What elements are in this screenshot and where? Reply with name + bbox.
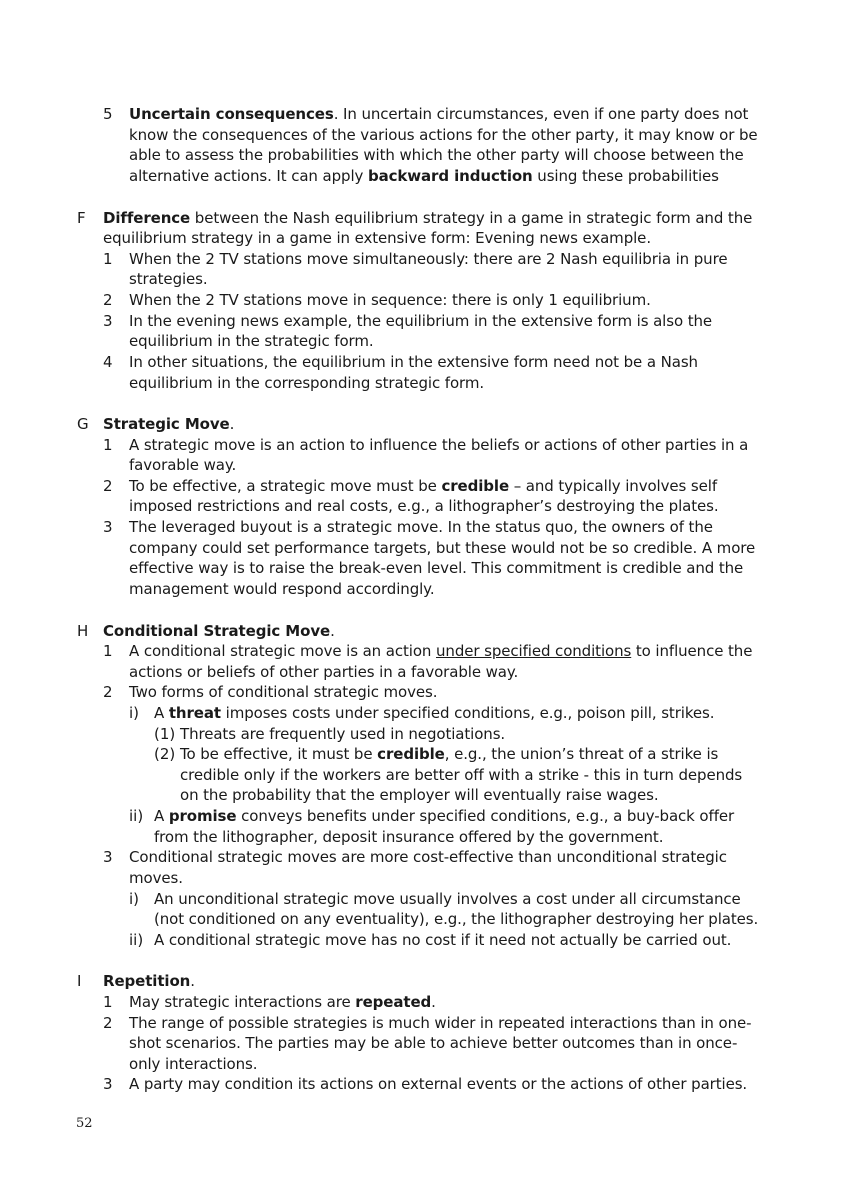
text-line: actions or beliefs of other parties in a favorable way. <box>129 663 519 681</box>
list-number: 3 <box>103 848 113 866</box>
text-line: shot scenarios. The parties may be able to achieve better outcomes than in once- <box>129 1034 738 1052</box>
text-span: between the Nash equilibrium strategy in a game in strategic form and the <box>190 209 753 227</box>
text-span: . <box>229 415 235 433</box>
text-line: equilibrium in the corresponding strategic form. <box>129 374 485 392</box>
text-line: equilibrium in the strategic form. <box>129 332 374 350</box>
section-letter: H <box>77 622 89 640</box>
text-span: To be effective, it must be <box>180 745 378 763</box>
text-span: . In uncertain circumstances, even if one party does not <box>333 105 749 123</box>
text-line <box>129 992 436 1013</box>
text-span: . <box>330 622 335 640</box>
text-line: strategies. <box>129 270 208 288</box>
text-line <box>129 476 717 497</box>
text-line <box>154 806 734 827</box>
text-line: The leveraged buyout is a strategic move. In the status quo, the owners of the <box>129 518 713 536</box>
text-line: (not conditioned on any eventuality), e.g., the lithographer destroying her plates. <box>154 910 759 928</box>
bold-term: Difference <box>103 209 191 227</box>
text-span: – and typically involves self <box>509 477 717 495</box>
text-line: effective way is to raise the break-even level. This commitment is credible and the <box>129 559 744 577</box>
text-span: A conditional strategic move is an action <box>129 642 436 660</box>
page-number: 52 <box>76 1116 93 1131</box>
text-span: A <box>154 704 169 722</box>
text-line: In the evening news example, the equilibrium in the extensive form is also the <box>129 312 713 330</box>
text-span: alternative actions. It can apply <box>129 167 368 185</box>
text-span: May strategic interactions are <box>129 993 356 1011</box>
text-line: When the 2 TV stations move simultaneously: there are 2 Nash equilibria in pure <box>129 250 728 268</box>
list-number: i) <box>129 890 140 908</box>
text-line: Two forms of conditional strategic moves. <box>129 683 438 701</box>
list-number: 5 <box>103 105 113 123</box>
text-span: A <box>154 807 169 825</box>
list-number: 2 <box>103 683 113 701</box>
text-span: imposes costs under specified conditions, e.g., poison pill, strikes. <box>220 704 715 722</box>
text-line: An unconditional strategic move usually involves a cost under all circumstance <box>154 890 741 908</box>
text-line <box>154 703 714 724</box>
bold-term: credible <box>377 745 445 763</box>
list-number: ii) <box>129 931 144 949</box>
text-line: A party may condition its actions on external events or the actions of other parties. <box>129 1075 748 1093</box>
list-number: 3 <box>103 518 113 536</box>
text-span: To be effective, a strategic move must be <box>129 477 442 495</box>
text-span: , e.g., the union’s threat of a strike is <box>444 745 719 763</box>
text-line: company could set performance targets, but these would not be so credible. A more <box>129 539 756 557</box>
section-heading <box>103 208 752 229</box>
text-span: to influence the <box>631 642 753 660</box>
section-letter: G <box>77 415 89 433</box>
text-line: imposed restrictions and real costs, e.g., a lithographer’s destroying the plates. <box>129 497 719 515</box>
bold-term: backward induction <box>367 167 533 185</box>
bold-term: Strategic Move <box>103 415 230 433</box>
text-line: know the consequences of the various actions for the other party, it may know or be <box>129 126 758 144</box>
bold-term: repeated <box>355 993 432 1011</box>
text-line: only interactions. <box>129 1055 258 1073</box>
text-span: conveys benefits under specified conditions, e.g., a buy-back offer <box>236 807 735 825</box>
list-number: 2 <box>103 477 113 495</box>
text-line: moves. <box>129 869 183 887</box>
list-number: 4 <box>103 353 113 371</box>
bold-term: Conditional Strategic Move <box>103 622 331 640</box>
text-line: management would respond accordingly. <box>129 580 435 598</box>
bold-term: threat <box>168 704 221 722</box>
text-line <box>129 104 748 125</box>
text-line <box>180 744 718 765</box>
list-number: 3 <box>103 1075 113 1093</box>
list-number: 1 <box>103 250 113 268</box>
list-number: i) <box>129 704 140 722</box>
text-line: Threats are frequently used in negotiations. <box>180 725 506 743</box>
list-number: ii) <box>129 807 144 825</box>
list-number: 2 <box>103 1014 113 1032</box>
bold-term: Uncertain consequences <box>129 105 334 123</box>
bold-term: promise <box>168 807 237 825</box>
text-line: In other situations, the equilibrium in the extensive form need not be a Nash <box>129 353 698 371</box>
underlined-term: under specified conditions <box>436 642 632 660</box>
section-letter: I <box>77 972 82 990</box>
list-number: (2) <box>154 745 176 763</box>
text-line: favorable way. <box>129 456 237 474</box>
text-line: from the lithographer, deposit insurance offered by the government. <box>154 828 664 846</box>
text-line: A strategic move is an action to influence the beliefs or actions of other parties in a <box>129 436 749 454</box>
list-number: 1 <box>103 642 113 660</box>
list-number: (1) <box>154 725 176 743</box>
text-line <box>129 641 752 662</box>
text-line: able to assess the probabilities with which the other party will choose between the <box>129 146 744 164</box>
text-line: Conditional strategic moves are more cost-effective than unconditional strategic <box>129 848 727 866</box>
bold-term: Repetition <box>103 972 191 990</box>
text-line <box>129 166 719 187</box>
text-line: on the probability that the employer will eventually raise wages. <box>180 786 659 804</box>
text-span: . <box>190 972 195 990</box>
list-number: 1 <box>103 436 113 454</box>
text-line: When the 2 TV stations move in sequence: there is only 1 equilibrium. <box>129 291 651 309</box>
text-line: The range of possible strategies is much wider in repeated interactions than in one- <box>129 1014 752 1032</box>
section-letter: F <box>77 209 86 227</box>
text-line: A conditional strategic move has no cost if it need not actually be carried out. <box>154 931 732 949</box>
list-number: 3 <box>103 312 113 330</box>
section-heading <box>103 621 335 642</box>
text-span: . <box>431 993 436 1011</box>
list-number: 2 <box>103 291 113 309</box>
text-line: equilibrium strategy in a game in extensive form: Evening news example. <box>103 229 651 247</box>
section-heading <box>103 414 234 435</box>
bold-term: credible <box>441 477 510 495</box>
text-span: using these probabilities <box>532 167 719 185</box>
section-heading <box>103 971 195 992</box>
list-number: 1 <box>103 993 113 1011</box>
text-line: credible only if the workers are better off with a strike - this in turn depends <box>180 766 743 784</box>
